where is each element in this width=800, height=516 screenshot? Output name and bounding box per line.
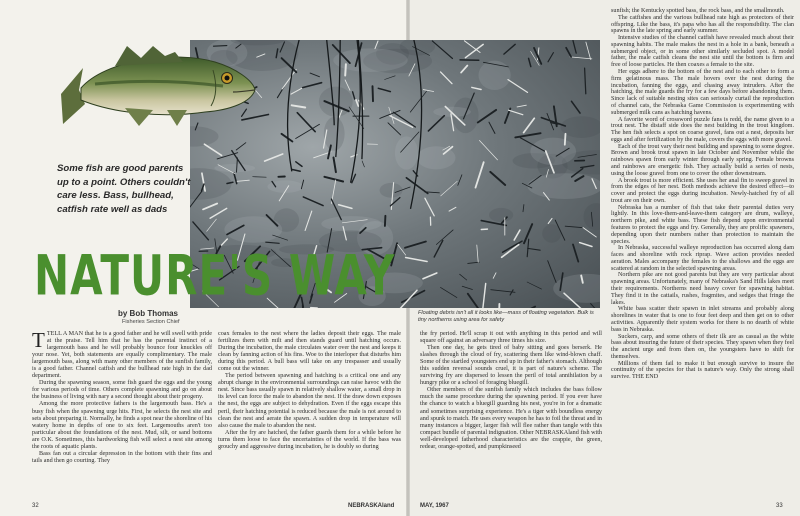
paragraph: After the fry are hatched, the father guards them for a while before he turns them loose to face the uncertainties of the world. If the bass was grouchy and aggressive during incubation, he is doubly so during — [218, 429, 401, 450]
floating-debris — [548, 261, 556, 283]
floating-debris — [291, 88, 302, 94]
floating-debris — [349, 107, 364, 129]
paragraph: Northern pike are not good parents but they are very particular about spawning areas. Unfortunately, many of Nebraska's Sand Hills lakes meet their requirements. Northerns need heavy cover for spawning habitat. They find it in the cattails, rushes, fragmites, and sedges that fringe the lakes. — [611, 272, 794, 306]
floating-debris — [493, 273, 496, 279]
floating-debris — [345, 64, 346, 75]
floating-debris — [303, 83, 322, 88]
left-folio-magazine: NEBRASKAland — [348, 503, 395, 509]
water-reflection — [190, 168, 232, 200]
paragraph: coax females to the nest where the ladies deposit their eggs. The male fertilizes them with milt and then stands guard until hatching occurs. During the incubation, the male circulates water over the nest and keeps it clean by fanning action of his fins. Woe to the interloper that disturbs him during this period. A bull bass will take on any trespasser and usually come out the winner. — [218, 331, 401, 373]
paragraph: White bass scatter their spawn in inlet streams and probably along shorelines in water that is one to four feet deep and then get on to other activities. Apparently their system works for there is no dearth of white bass in Nebraska. — [611, 306, 794, 333]
paragraph: The period between spawning and hatching is a critical one and any abrupt change in the environmental surroundings can raise havoc with the nest. Since bass usually spawn in relatively shallow water, a small drop in its level can force the male to abandon the nest. If the draw down exposes the nest, the eggs are subject to dehydration. Even if the eggs escape this peril, their hatching potential is reduced because the male is not around to clean the nest and aerate the spawn. A sudden drop in temperature will also cause the male to abandon the nest. — [218, 373, 401, 429]
right-page-number: 33 — [776, 503, 783, 509]
drop-cap: T — [32, 328, 45, 352]
floating-debris — [479, 140, 497, 160]
floating-debris — [253, 177, 267, 178]
floating-debris — [425, 198, 434, 216]
floating-debris — [405, 242, 426, 248]
floating-debris — [465, 44, 483, 57]
water-reflection — [489, 208, 513, 222]
floating-debris — [353, 92, 355, 99]
floating-debris — [207, 219, 217, 231]
floating-debris — [265, 154, 283, 161]
floating-debris — [441, 181, 458, 196]
floating-debris — [585, 68, 586, 94]
floating-debris — [460, 274, 467, 280]
floating-debris — [292, 169, 301, 171]
floating-debris — [297, 113, 315, 132]
floating-debris — [398, 244, 406, 255]
article-title: NATURE'S WAY — [34, 243, 396, 308]
floating-debris — [524, 118, 535, 132]
floating-debris — [385, 76, 396, 80]
author-role: Fisheries Section Chief — [122, 319, 180, 325]
floating-debris — [565, 134, 566, 145]
floating-debris — [362, 161, 364, 167]
floating-debris — [529, 58, 531, 66]
floating-debris — [573, 41, 576, 54]
floating-debris — [477, 245, 478, 262]
floating-debris — [503, 241, 522, 252]
paragraph: Her eggs adhere to the bottom of the nest and to each other to form a firm gelatinous mass. The male hovers over the nest during the incubation, fanning the eggs, and chasing away intruders. After the hatching, the male guards the fry for a few days before abandoning them. Since lack of suitable nesting sites can seriously curtail the reproduction of channel cats, the Nebraska Game Commission is experimenting with submerged milk cans as hatching havens. — [611, 69, 794, 116]
paragraph: sunfish; the Kentucky spotted bass, the rock bass, and the smallmouth. — [611, 8, 785, 14]
paragraph: Each of the trout vary their nest building and spawning to some degree. Brown and brook trout spawn in late October and November while the rainbows spawn from early winter through early spring. Female browns and rainbows are energetic fish. They actually build a series of nests, using the loose gravel from one to cover the other downstream. — [611, 143, 794, 177]
left-page-number: 32 — [32, 503, 39, 509]
floating-debris — [406, 258, 428, 262]
paragraph: A brook trout is more efficient. She uses her anal fin to sweep gravel in from the edges of her nest. Both methods achieve the desired effect—to cover and protect the eggs during incubation. Newly-hatched fry of all trout are on their own. — [611, 177, 794, 204]
floating-debris — [375, 41, 378, 49]
floating-debris — [441, 72, 453, 84]
paragraph: Millions of them fail to make it but enough survive to insure the continuity of the species for that is nature's way. Only the strong shall survive. THE END — [611, 360, 794, 381]
floating-debris — [468, 262, 479, 263]
floating-debris — [534, 48, 541, 64]
floating-debris — [441, 287, 457, 297]
floating-debris — [292, 105, 306, 107]
paragraph: A favorite word of crossword puzzle fans is redd, the name given to a trout nest. The distaff side does the nest building in the trout kingdom. The hen fish selects a spot on coarse gravel, fans out a nest, deposits her eggs and after fertilization by the male, covers the eggs with more gravel. — [611, 116, 794, 143]
water-reflection — [214, 164, 255, 172]
floating-debris — [334, 158, 336, 173]
floating-debris — [203, 204, 217, 210]
floating-debris — [461, 66, 467, 73]
floating-debris — [565, 226, 582, 227]
largemouth-bass-illustration — [55, 40, 260, 132]
floating-debris — [356, 100, 358, 106]
floating-debris — [303, 197, 323, 206]
floating-debris — [428, 116, 444, 131]
floating-debris — [310, 73, 319, 77]
floating-debris — [476, 162, 484, 187]
paragraph: TTELL A MAN that he is a good father and he will swell with pride at the praise. Tell him that he has the parental instinct of a largemouth bass and he will probably bounce four knuckles off your nose. Yet, both statements are equally complimentary. The male largemouth bass, along with many other members of the sunfish family, is a good father. Channel catfish and the bullhead rate high in the dad department. — [32, 328, 212, 380]
floating-debris — [305, 211, 312, 230]
paragraph: Intensive studies of the channel catfish have revealed much about their spawning habits. The male makes the nest in a hole in a bank, beneath a submerged object, or in some other similarly secluded spot. A model father, the male catfish cleans the nest site until the bottom is firm and free of loose particles. He then coaxes a female to the site. — [611, 35, 794, 69]
floating-debris — [499, 304, 500, 308]
floating-debris — [423, 90, 433, 92]
floating-debris — [528, 248, 541, 250]
floating-debris — [345, 80, 350, 90]
floating-debris — [483, 284, 486, 308]
text-column-4 — [611, 8, 794, 381]
text-column-1 — [32, 328, 212, 465]
floating-debris — [572, 101, 581, 113]
floating-debris — [591, 304, 596, 308]
water-reflection — [380, 183, 403, 198]
floating-debris — [282, 69, 296, 89]
floating-debris — [504, 44, 515, 54]
floating-debris — [548, 53, 553, 62]
floating-debris — [464, 41, 480, 53]
paragraph: The catfishes and the various bullhead rate high as protectors of their offspring. Like the bass, it's papa who has all the responsibility. The clan spawns in the late spring and early summer. — [611, 14, 794, 35]
floating-debris — [478, 110, 496, 123]
text-column-2 — [218, 331, 401, 451]
floating-debris — [523, 205, 524, 212]
floating-debris — [472, 87, 481, 89]
paragraph: Other members of the sunfish family which includes the bass follow much the same procedure during the spawning period. If you ever have the chance to watch a bluegill guarding his nest, you're in for a dramatic and sometimes surprising experience. He's a tiger with boundless energy and spunk to match. He uses every weapon he has to foil the threat and in many instances a bigger, larger fish will flee rather than tangle with this compact bundle of parental indignation. Other NEBRASKAland fish with well-developed fatherhood characteristics are the crappie, the green, redear, orange-spotted, and pumpkinseed — [420, 387, 602, 450]
water-reflection — [530, 138, 576, 166]
paragraph: Bass fan out a circular depression in the bottom with their fins and tails and then go courting. They — [32, 450, 212, 464]
water-reflection — [561, 116, 601, 138]
floating-debris — [423, 273, 437, 279]
floating-debris — [515, 307, 535, 308]
floating-debris — [468, 294, 481, 308]
floating-debris — [296, 124, 320, 138]
floating-debris — [586, 42, 591, 59]
floating-debris — [570, 57, 592, 59]
floating-debris — [193, 222, 209, 240]
water-reflection — [479, 61, 511, 90]
paragraph: Then one day, he gets tired of baby sitting and goes berserk. He slashes through the cloud of fry, scattering them like wind-blown chaff. Some of the startled youngsters end up in their father's stomach. Although this sudden reversal sounds cruel, it is part of nature's scheme. The surviving fry are dispersed to lessen the peril of total annihilation by a hungry pike or a school of foraging bluegill. — [420, 345, 602, 387]
floating-debris — [436, 230, 453, 245]
floating-debris — [234, 173, 237, 184]
right-folio-date: MAY, 1967 — [420, 503, 449, 509]
floating-debris — [509, 110, 523, 115]
floating-debris — [573, 245, 578, 262]
floating-debris — [508, 80, 528, 93]
floating-debris — [406, 178, 427, 194]
floating-debris — [515, 133, 540, 137]
floating-debris — [580, 243, 592, 247]
floating-debris — [282, 134, 293, 142]
floating-debris — [490, 172, 505, 185]
water-reflection — [333, 48, 407, 72]
floating-debris — [331, 199, 341, 220]
floating-debris — [548, 218, 552, 223]
paragraph: In Nebraska, successful walleye reproduction has occurred along dam faces and shoreline with rock riprap. Wave action provides needed aeration. Males accompany the females to the shallows and the eggs are scattered at random in the selected spawning areas. — [611, 245, 794, 272]
paragraph: Nebraska has a number of fish that take their parental duties very lightly. In this love-them-and-leave-them category are drum, walleye, northern pike, and white bass. These fish depend upon environmental features to protect the eggs and fry. Generally, they are prolific spawners, depending upon their numbers rather than protection to maintain the species. — [611, 204, 794, 245]
floating-debris — [378, 88, 390, 91]
text-column-3 — [420, 331, 602, 451]
floating-debris — [462, 286, 472, 289]
paragraph: Suckers, carp, and some others of their ilk are as casual as the white bass about insuring the future of their species. They spawn when they feel the ancient urge and from then on, the youngsters have to shift for themselves. — [611, 333, 794, 360]
floating-debris — [449, 207, 456, 211]
floating-debris — [489, 122, 495, 133]
floating-debris — [458, 175, 462, 186]
floating-debris — [432, 41, 452, 59]
floating-debris — [566, 48, 571, 57]
floating-debris — [517, 105, 526, 107]
floating-debris — [204, 144, 221, 155]
floating-debris — [324, 177, 343, 182]
floating-debris — [237, 180, 249, 181]
floating-debris — [541, 118, 565, 126]
floating-debris — [373, 86, 374, 101]
paragraph: Among the more protective fathers is the largemouth bass. He's a busy fish when the spawning urge hits. First, he selects the nest site and sets about preparing it. Normally, he finds a spot near the shoreline of his watery home in depths of one to six feet. Largemouths aren't too particular about the foundations of the nest. Mud, silt, or sand bottoms are O.K. Sometimes, this hardworking fish will select a nest site among the roots of aquatic plants. — [32, 401, 212, 450]
floating-debris — [385, 216, 386, 226]
photo-caption: Floating debris isn't all it looks like—mass of floating vegetation. Bulk is tiny northerns using area for safety — [418, 310, 594, 323]
floating-debris — [339, 205, 352, 209]
floating-debris — [210, 208, 227, 218]
water-reflection — [224, 216, 282, 242]
floating-debris — [296, 162, 302, 167]
paragraph: During the spawning season, some fish guard the eggs and the young for various periods of time. Others complete spawning and go on about the business of living with nary a second thought about their progeny. — [32, 380, 212, 401]
article-tagline: Some fish are good parents up to a point. Others couldn't care less. Bass, bullhead, catfish rate well as dads — [57, 163, 191, 215]
floating-debris — [527, 282, 541, 289]
floating-debris — [514, 230, 520, 240]
water-reflection — [395, 136, 418, 169]
paragraph: the fry period. He'll scrap it out with anything in this period and will square off against an adversary three times his size. — [420, 331, 602, 345]
floating-debris — [388, 123, 401, 135]
article-byline: by Bob Thomas — [118, 309, 179, 318]
floating-debris — [410, 91, 426, 112]
floating-debris — [236, 143, 246, 150]
